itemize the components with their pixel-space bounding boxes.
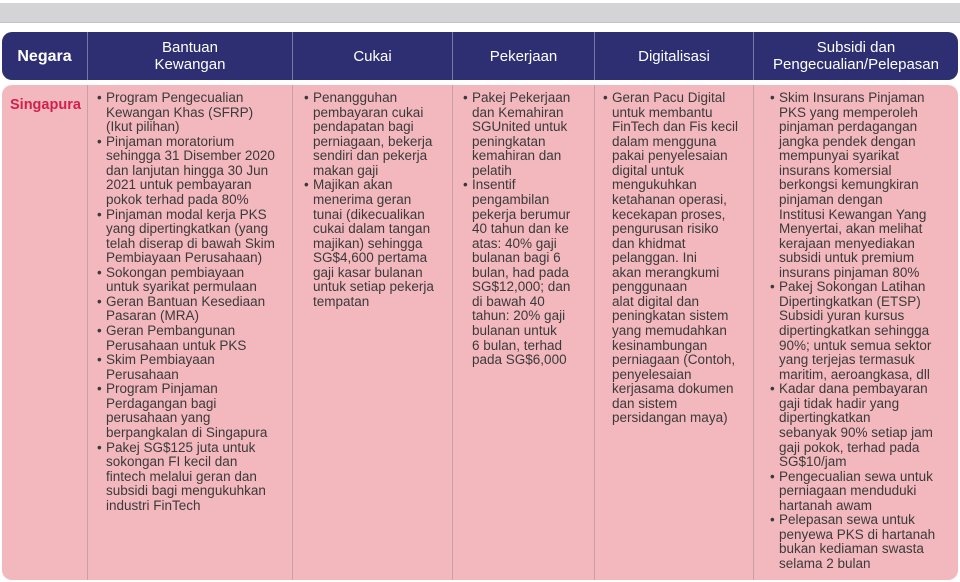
list-item: • Skim Insurans Pinjaman PKS yang memperoleh pinjaman perdagangan jangka pendek dengan mempunyai syarikat insurans komersial berkongsi kemungkiran pinjaman dengan Institusi Kewangan Yang Menyertai, akan melihat kerajaan menyediakan subsidi untuk premium insurans pinjaman 80% (770, 91, 935, 280)
list-item: • Insentif pengambilan pekerja berumur 40 tahun dan ke atas: 40% gaji bulanan bagi 6 bulan, had pada SG$12,000; dan di bawah 40 tahun: 20% gaji bulanan untuk 6 bulan, terhad pada SG$6,000 (463, 178, 570, 367)
header-cukai: Cukai (353, 47, 392, 65)
row-divider (594, 85, 595, 580)
list-item: • Pakej Pekerjaan dan Kemahiran SGUnited untuk peningkatan kemahiran dan pelatih (463, 91, 570, 178)
row-divider (292, 85, 293, 580)
header-pekerjaan: Pekerjaan (489, 47, 558, 65)
pekerjaan-list (463, 91, 570, 368)
list-item: • Pelepasan sewa untuk penyewa PKS di hartanah bukan kediaman swasta selama 2 bulan (770, 513, 935, 571)
row-divider (87, 85, 88, 580)
list-item: • Kadar dana pembayaran gaji tidak hadir yang dipertingkatkan sebanyak 90% setiap jam gaji pokok, terhad pada SG$10/jam (770, 382, 935, 469)
country-name: Singapura (10, 97, 81, 113)
cukai-list (304, 91, 434, 309)
header-bantuan-kewangan: Bantuan Kewangan (154, 39, 226, 73)
header-digitalisasi: Digitalisasi (638, 47, 710, 65)
list-item: • Skim Pembiayaan Perusahaan (97, 353, 275, 382)
list-item: • Program Pengecualian Kewangan Khas (SFRP) (Ikut pilihan) (97, 91, 275, 135)
subsidi-list (770, 91, 935, 572)
list-item: • Majikan akan menerima geran tunai (dikecualikan cukai dalam tangan majikan) sehingga SG$4,600 pertama gaji kasar bulanan untuk setiap pekerja tempatan (304, 178, 434, 309)
list-item: • Penangguhan pembayaran cukai pendapatan bagi perniagaan, bekerja sendiri dan pekerja makan gaji (304, 91, 434, 178)
list-item: • Geran Pembangunan Perusahaan untuk PKS (97, 324, 275, 353)
top-band (0, 3, 960, 23)
list-item: • Sokongan pembiayaan untuk syarikat permulaan (97, 266, 275, 295)
digitalisasi-list (603, 91, 738, 426)
list-item: • Pakej SG$125 juta untuk sokongan FI kecil dan fintech melalui geran dan subsidi bagi mengukuhkan industri FinTech (97, 441, 275, 514)
row-divider (753, 85, 754, 580)
list-item: • Pinjaman moratorium sehingga 31 Disember 2020 dan lanjutan hingga 30 Jun 2021 untuk pembayaran pokok terhad pada 80% (97, 135, 275, 208)
list-item: • Geran Pacu Digital untuk membantu FinTech dan Fis kecil dalam mengguna pakai penyelesaian digital untuk mengukuhkan ketahanan operasi, kecekapan proses, pengurusan risiko dan khidmat pelanggan. Ini akan merangkumi penggunaan alat digital dan peningkatan sistem yang memudahkan kesinambungan perniagaan (Contoh, penyelesaian kerjasama dokumen dan sistem persidangan maya) (603, 91, 738, 426)
data-row-singapura (2, 85, 958, 580)
list-item: • Pengecualian sewa untuk perniagaan menduduki hartanah awam (770, 470, 935, 514)
list-item: • Geran Bantuan Kesediaan Pasaran (MRA) (97, 295, 275, 324)
row-divider (452, 85, 453, 580)
list-item: • Program Pinjaman Perdagangan bagi perusahaan yang berpangkalan di Singapura (97, 382, 275, 440)
list-item: • Pinjaman modal kerja PKS yang dipertingkatkan (yang telah diserap di bawah Skim Pembiayaan Perusahaan) (97, 208, 275, 266)
header-subsidi: Subsidi dan Pengecualian/Pelepasan (773, 39, 939, 73)
header-negara: Negara (17, 47, 72, 65)
bantuan-kewangan-list (97, 91, 275, 513)
list-item: • Pakej Sokongan Latihan Dipertingkatkan (ETSP) Subsidi yuran kursus dipertingkatkan sehingga 90%; untuk semua sektor yang terjejas termasuk maritim, aeroangkasa, dll (770, 280, 935, 382)
header-row (2, 32, 958, 80)
